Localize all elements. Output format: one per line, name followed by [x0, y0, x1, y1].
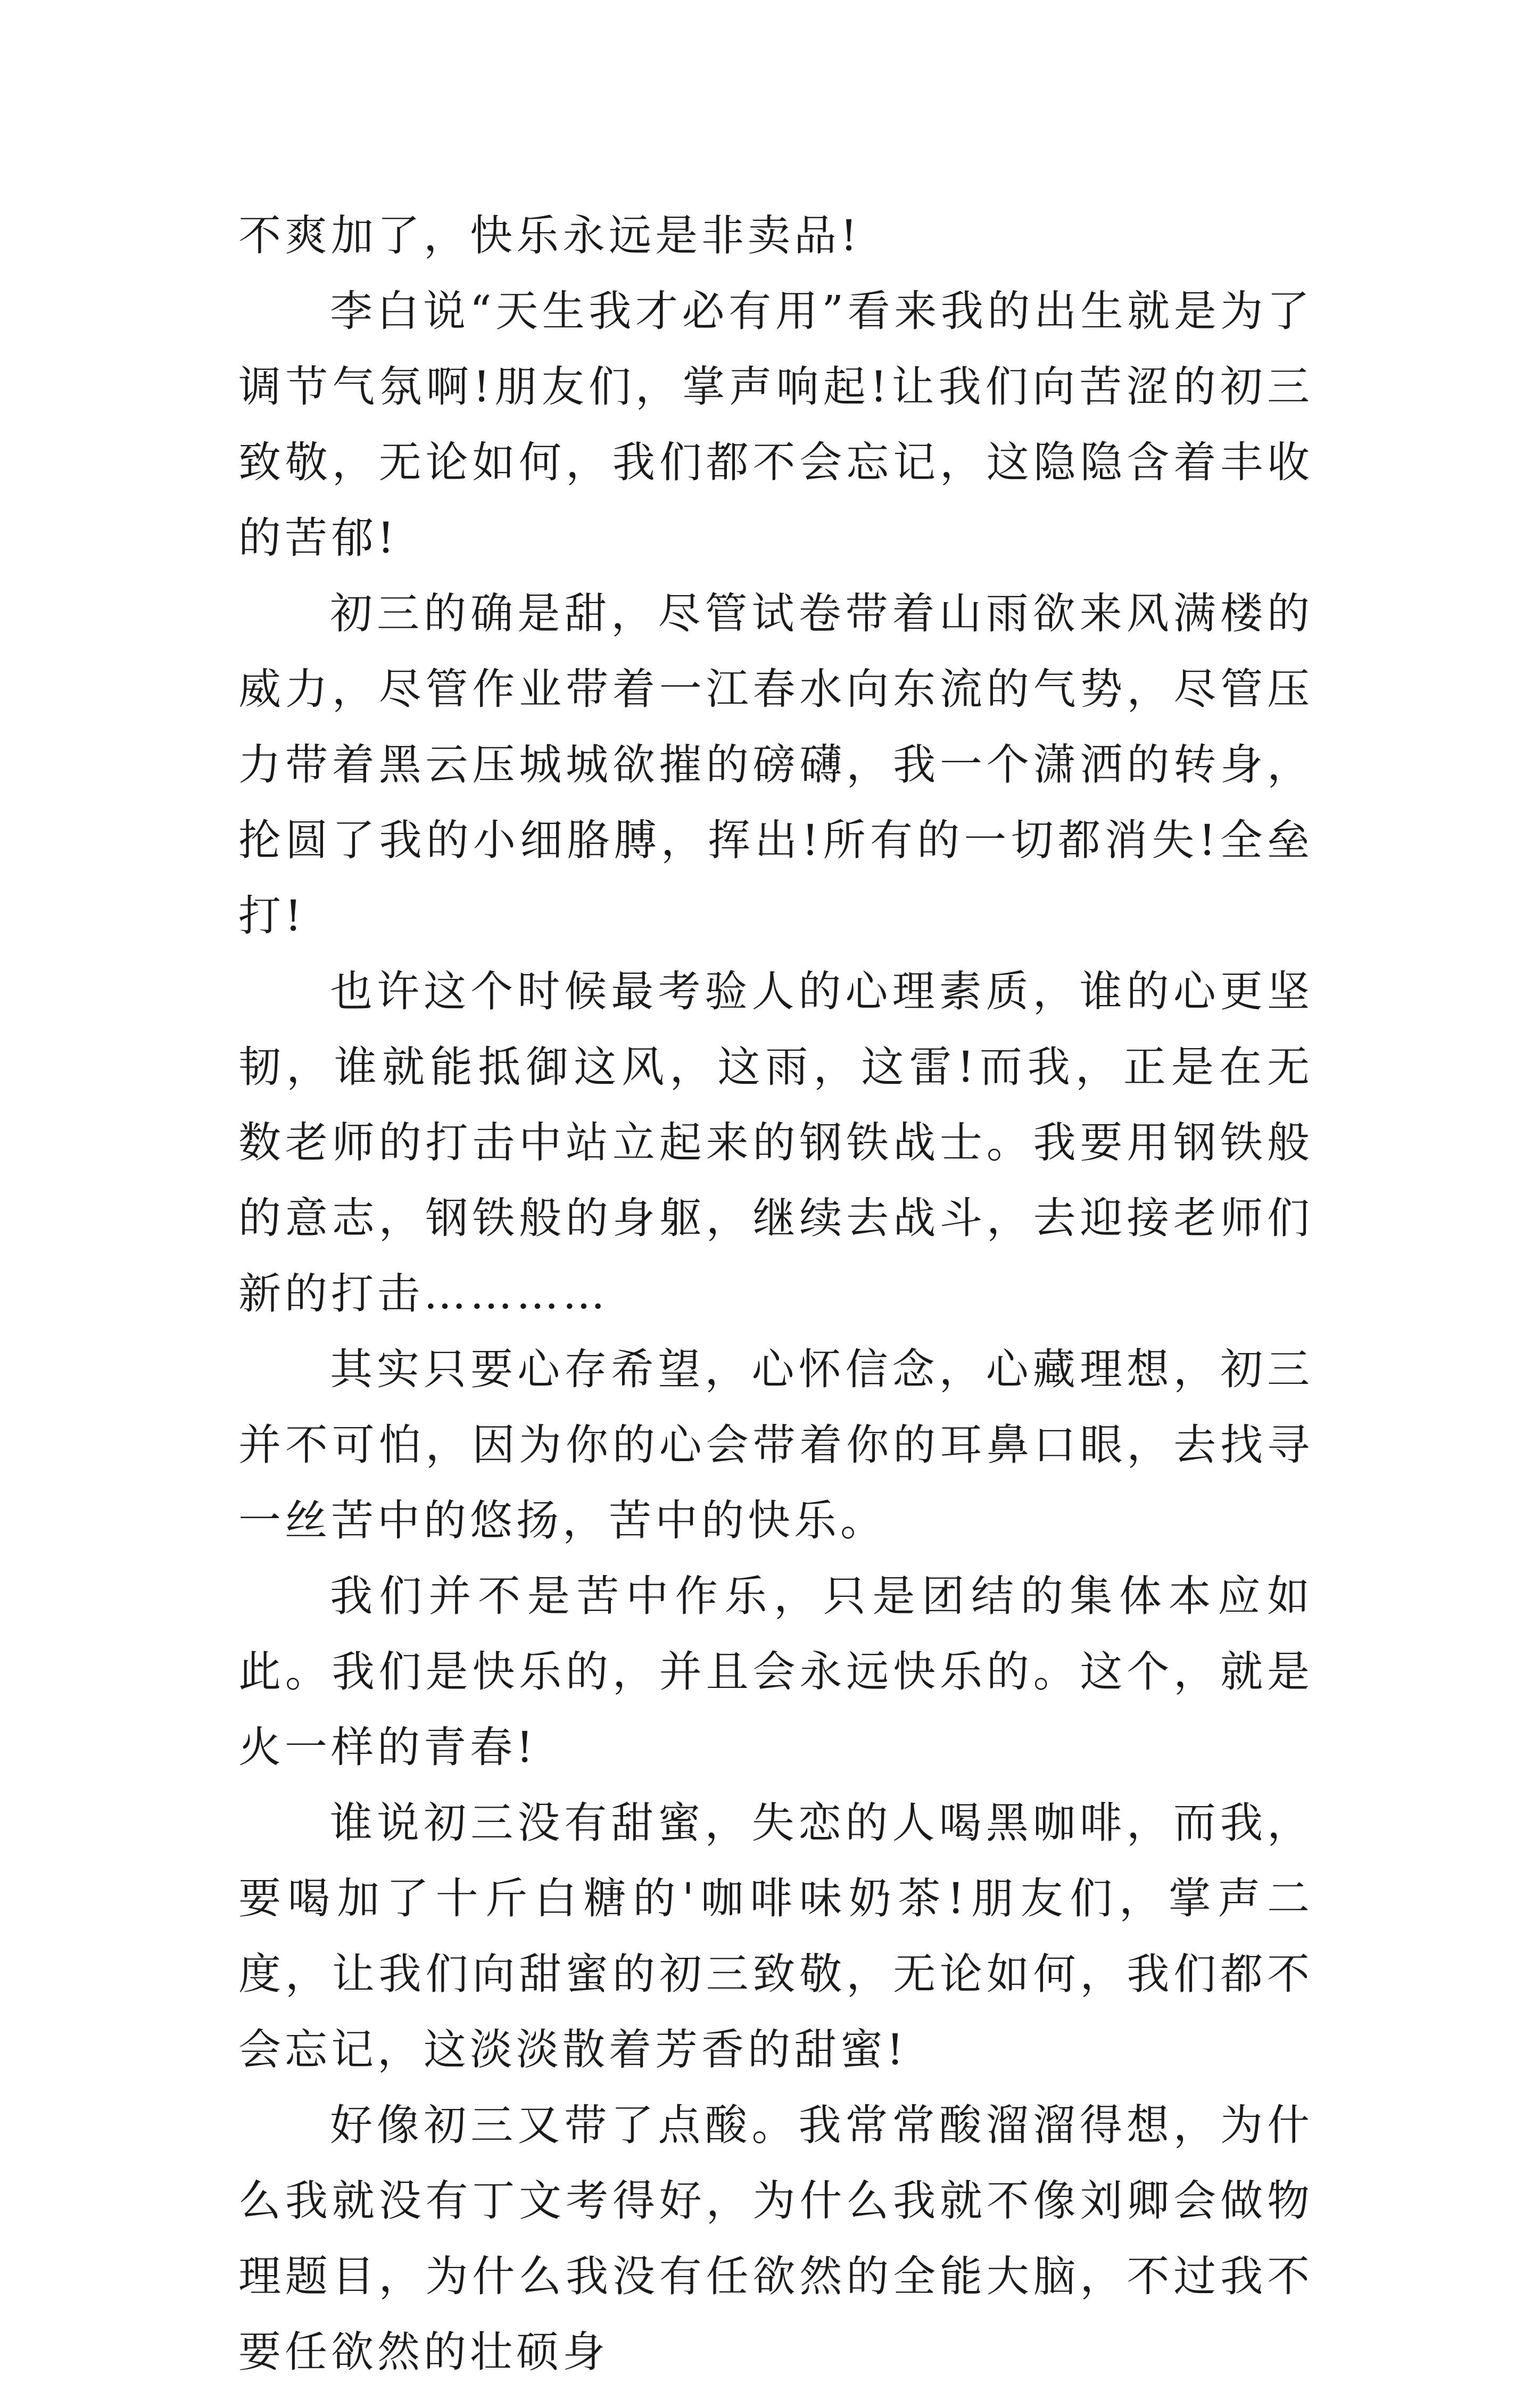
- paragraph-8: 好像初三又带了点酸。我常常酸溜溜得想，为什么我就没有丁文考得好，为什么我就不像刘卿会做物理题目，为什么我没有任欲然的全能大脑，不过我不要任欲然的壮硕身: [238, 2100, 1313, 2377]
- paragraph-3: 初三的确是甜，尽管试卷带着山雨欲来风满楼的威力，尽管作业带着一江春水向东流的气势，尽管压力带着黑云压城城欲摧的磅礴，我一个潇洒的转身，抡圆了我的小细胳膊，挥出!所有的一切都消失!全垒打!: [238, 589, 1313, 941]
- paragraph-4: 也许这个时候最考验人的心理素质，谁的心更坚韧，谁就能抵御这风，这雨，这雷!而我，正是在无数老师的打击中站立起来的钢铁战士。我要用钢铁般的意志，钢铁般的身躯，继续去战斗，去迎接老师们新的打击…………: [238, 967, 1313, 1318]
- paragraph-6: 我们并不是苦中作乐，只是团结的集体本应如此。我们是快乐的，并且会永远快乐的。这个，就是火一样的青春!: [238, 1571, 1313, 1772]
- paragraph-1: 不爽加了，快乐永远是非卖品!: [238, 211, 862, 260]
- document-body: [238, 198, 1313, 2390]
- paragraph-2: 李白说“天生我才必有用”看来我的出生就是为了调节气氛啊!朋友们，掌声响起!让我们向苦涩的初三致敬，无论如何，我们都不会忘记，这隐隐含着丰收的苦郁!: [238, 286, 1313, 563]
- paragraph-5: 其实只要心存希望，心怀信念，心藏理想，初三并不可怕，因为你的心会带着你的耳鼻口眼，去找寻一丝苦中的悠扬，苦中的快乐。: [238, 1345, 1313, 1545]
- paragraph-7: 谁说初三没有甜蜜，失恋的人喝黑咖啡，而我，要喝加了十斤白糖的'咖啡味奶茶!朋友们，掌声二度，让我们向甜蜜的初三致敬，无论如何，我们都不会忘记，这淡淡散着芳香的甜蜜!: [238, 1798, 1313, 2074]
